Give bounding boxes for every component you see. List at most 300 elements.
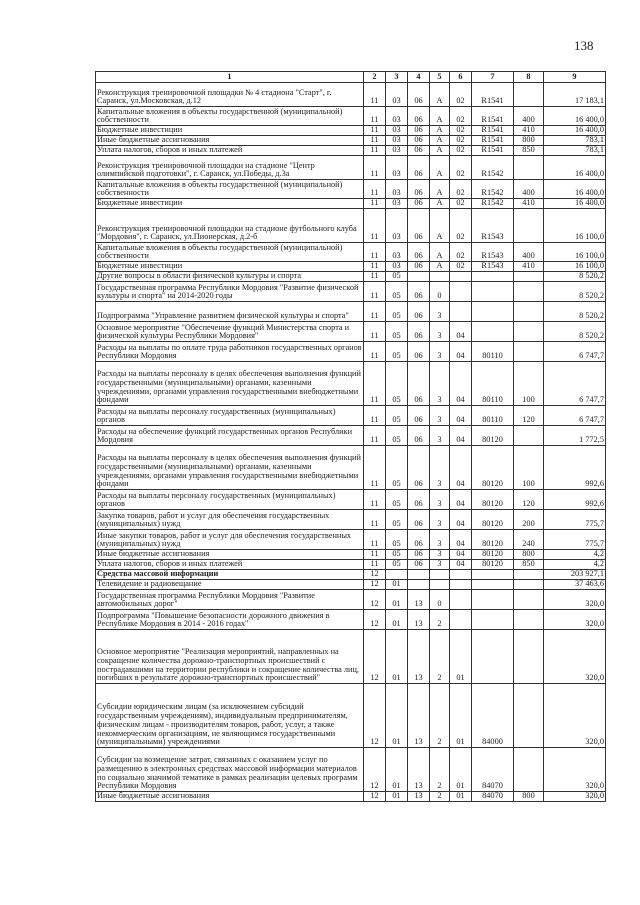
col-amount: 783,1 [544,136,606,146]
col-event: 04 [450,530,472,550]
col-expense-code: 84070 [472,748,514,792]
col-expense-code: R1541 [472,83,514,107]
row-description: Субсидии юридическим лицам (за исключением субсидий государственным учреждениям), индивидуальным предпринимателям, физическим лицам - производителям товаров, работ, услуг, а также некоммерческим организациям, не являющимся государственными (муниципальными) учреждениями [96,684,364,748]
col-subprogram: А [430,136,450,146]
col-subprogram: 2 [430,610,450,630]
row-description: Расходы на выплаты персоналу государственных (муниципальных) органов [96,490,364,510]
col-subsection: 05 [386,362,408,406]
table-row [96,107,606,126]
col-subsection: 03 [386,180,408,199]
row-description: Расходы на обеспечение функций государственных органов Республики Мордовия [96,426,364,446]
col-amount: 8 520,2 [544,272,606,282]
col-event: 04 [450,362,472,406]
col-amount: 775,7 [544,530,606,550]
col-subsection: 03 [386,199,408,209]
col-expense-code: 80120 [472,560,514,570]
col-amount: 775,7 [544,510,606,530]
col-section: 11 [364,180,386,199]
col-section: 11 [364,550,386,560]
col-expense-type: 800 [514,136,544,146]
col-expense-type: 800 [514,792,544,802]
col-subsection: 05 [386,342,408,362]
col-subsection: 01 [386,748,408,792]
col-expense-code [472,580,514,590]
table-row [96,530,606,550]
col-program: 13 [408,610,430,630]
col-amount: 320,0 [544,610,606,630]
col-section: 12 [364,590,386,610]
col-amount: 992,6 [544,490,606,510]
col-program [408,272,430,282]
col-expense-code [472,302,514,322]
col-subprogram: А [430,199,450,209]
table-row [96,302,606,322]
col-section: 11 [364,146,386,156]
table-row [96,570,606,580]
col-event: 04 [450,406,472,426]
col-expense-code [472,272,514,282]
col-expense-code: R1542 [472,199,514,209]
col-amount: 8 520,2 [544,322,606,342]
row-description: Основное мероприятие "Обеспечение функций Министерства спорта и физической культуры Республики Мордовия" [96,322,364,342]
col-subprogram [430,570,450,580]
table-row [96,748,606,792]
table-row [96,83,606,107]
column-header: 5 [430,72,450,83]
col-subprogram: 0 [430,590,450,610]
col-subprogram: 0 [430,282,450,302]
table-row [96,560,606,570]
col-event: 02 [450,209,472,243]
table-row [96,136,606,146]
col-expense-type [514,590,544,610]
col-section: 12 [364,580,386,590]
col-amount: 6 747,7 [544,406,606,426]
col-subsection: 01 [386,684,408,748]
col-program: 13 [408,630,430,684]
row-description: Реконструкция тренировочной площадки на стадионе футбольного клуба "Мордовия", г. Саранск, ул.Пионерская, д.2-б [96,209,364,243]
row-description: Телевидение и радиовещание [96,580,364,590]
col-program: 06 [408,199,430,209]
row-description: Реконструкция тренировочной площадки № 4 стадиона "Старт", г. Саранск, ул.Московская, д.12 [96,83,364,107]
col-expense-code: R1541 [472,107,514,126]
col-subsection: 01 [386,630,408,684]
col-event: 04 [450,560,472,570]
col-expense-code: 80120 [472,446,514,490]
table-row [96,630,606,684]
table-row [96,126,606,136]
col-expense-code: R1541 [472,136,514,146]
col-section: 11 [364,426,386,446]
col-subsection: 05 [386,282,408,302]
col-event: 02 [450,243,472,262]
col-amount: 320,0 [544,684,606,748]
col-event: 02 [450,180,472,199]
col-expense-code [472,322,514,342]
col-amount: 992,6 [544,446,606,490]
col-event: 04 [450,550,472,560]
col-subprogram: А [430,107,450,126]
col-expense-type [514,580,544,590]
col-subprogram: А [430,262,450,272]
col-expense-code [472,590,514,610]
col-amount: 320,0 [544,792,606,802]
col-subsection: 05 [386,426,408,446]
row-description: Основное мероприятие "Реализация мероприятий, направленных на сокращение количества дорожно-транспортных происшествий с пострадавшими на территории республики и сокращение количества лиц, погибших в результате дорожно-транспортных происшествий" [96,630,364,684]
col-program [408,580,430,590]
col-section: 11 [364,406,386,426]
col-subprogram: 3 [430,426,450,446]
col-program: 06 [408,490,430,510]
table-row [96,322,606,342]
col-expense-code: 84000 [472,684,514,748]
col-subprogram: 2 [430,792,450,802]
col-expense-type: 200 [514,510,544,530]
col-program: 06 [408,126,430,136]
row-description: Капитальные вложения в объекты государственной (муниципальной) собственности [96,243,364,262]
col-subsection: 03 [386,243,408,262]
col-program: 13 [408,684,430,748]
col-subprogram: 2 [430,684,450,748]
col-section: 11 [364,272,386,282]
col-event [450,580,472,590]
col-expense-code: 80120 [472,426,514,446]
col-amount: 783,1 [544,146,606,156]
col-event: 02 [450,83,472,107]
col-section: 12 [364,570,386,580]
col-subprogram [430,272,450,282]
col-expense-code [472,610,514,630]
column-header: 9 [544,72,606,83]
col-amount: 8 520,2 [544,282,606,302]
col-subsection: 05 [386,550,408,560]
col-subprogram: 3 [430,302,450,322]
col-expense-type: 120 [514,406,544,426]
table-row [96,446,606,490]
col-amount: 1 772,5 [544,426,606,446]
table-row [96,262,606,272]
col-expense-code: R1541 [472,126,514,136]
col-event [450,282,472,302]
table-row [96,282,606,302]
col-program: 06 [408,156,430,180]
col-amount: 6 747,7 [544,362,606,406]
table-row [96,792,606,802]
col-event: 02 [450,199,472,209]
col-subsection: 01 [386,590,408,610]
col-subsection: 05 [386,302,408,322]
col-subsection: 05 [386,560,408,570]
col-program: 06 [408,426,430,446]
row-description: Расходы на выплаты по оплате труда работников государственных органов Республики Мордовия [97,342,362,361]
col-program: 06 [408,530,430,550]
table-header-row [96,72,606,83]
col-section: 11 [364,83,386,107]
col-program: 06 [408,446,430,490]
col-expense-type [514,302,544,322]
col-subsection: 03 [386,156,408,180]
col-expense-code: 80110 [472,362,514,406]
col-amount: 16 400,0 [544,180,606,199]
col-subsection: 01 [386,792,408,802]
col-expense-code: R1543 [472,209,514,243]
col-section: 11 [364,107,386,126]
col-section: 11 [364,446,386,490]
col-event [450,610,472,630]
table-row [96,146,606,156]
column-header: 7 [472,72,514,83]
col-program: 06 [408,550,430,560]
col-subprogram: 3 [430,342,450,362]
col-amount: 320,0 [544,630,606,684]
col-expense-type [514,342,544,362]
column-header: 4 [408,72,430,83]
col-event [450,302,472,322]
col-subsection: 05 [386,510,408,530]
col-section: 11 [364,560,386,570]
col-subprogram: 3 [430,446,450,490]
col-subsection: 03 [386,146,408,156]
column-header: 8 [514,72,544,83]
col-subprogram: А [430,243,450,262]
col-program: 06 [408,362,430,406]
table-row [96,490,606,510]
col-expense-code: R1543 [472,262,514,272]
col-expense-code [472,570,514,580]
col-subsection: 01 [386,610,408,630]
col-event: 04 [450,342,472,362]
col-event: 04 [450,490,472,510]
col-amount: 203 927,1 [544,570,606,580]
col-amount: 320,0 [544,748,606,792]
row-description: Уплата налогов, сборов и иных платежей [96,146,364,156]
col-event: 04 [450,510,472,530]
col-expense-type [514,684,544,748]
col-expense-type: 410 [514,126,544,136]
row-description: Государственная программа Республики Мордовия "Развитие автомобильных дорог" [96,590,364,610]
col-expense-type [514,630,544,684]
col-expense-type [514,322,544,342]
col-expense-type [514,282,544,302]
table-row [96,406,606,426]
col-subsection: 03 [386,126,408,136]
col-program: 13 [408,748,430,792]
col-section: 12 [364,630,386,684]
col-subprogram: А [430,156,450,180]
col-event: 04 [450,426,472,446]
col-expense-code [472,282,514,302]
col-subprogram: 3 [430,530,450,550]
col-expense-type [514,748,544,792]
col-program: 06 [408,107,430,126]
col-subsection: 01 [386,580,408,590]
col-subsection: 05 [386,446,408,490]
row-description: Закупка товаров, работ и услуг для обеспечения государственных (муниципальных) нужд [96,510,364,530]
col-subprogram: 3 [430,490,450,510]
col-program: 06 [408,243,430,262]
col-section: 11 [364,262,386,272]
col-expense-type [514,272,544,282]
col-event: 01 [450,630,472,684]
row-description: Расходы на выплаты персоналу государственных (муниципальных) органов [96,406,364,426]
col-expense-type: 400 [514,107,544,126]
row-description: Бюджетные инвестиции [96,126,364,136]
col-event: 02 [450,156,472,180]
col-expense-type: 100 [514,362,544,406]
column-header: 1 [96,72,364,83]
row-description: Иные закупки товаров, работ и услуг для обеспечения государственных (муниципальных) нужд [96,530,364,550]
col-program: 06 [408,322,430,342]
table-row [96,362,606,406]
col-expense-code [472,630,514,684]
col-expense-type: 400 [514,243,544,262]
col-expense-type: 100 [514,446,544,490]
col-expense-type: 400 [514,180,544,199]
col-expense-type [514,209,544,243]
row-description: Капитальные вложения в объекты государственной (муниципальной) собственности [96,180,364,199]
row-description: Государственная программа Республики Мордовия "Развитие физической культуры и спорта" на 2014-2020 годы [96,282,364,302]
col-subprogram: А [430,209,450,243]
col-event: 02 [450,262,472,272]
col-expense-type: 410 [514,199,544,209]
col-program: 06 [408,342,430,362]
col-expense-code: 84070 [472,792,514,802]
col-subprogram: 3 [430,322,450,342]
col-event [450,590,472,610]
col-section: 11 [364,510,386,530]
col-amount: 6 747,7 [544,342,606,362]
col-expense-code: 80110 [472,406,514,426]
row-description: Иные бюджетные ассигнования [96,792,364,802]
col-subprogram: 3 [430,510,450,530]
col-expense-code: 80120 [472,510,514,530]
col-subsection: 03 [386,262,408,272]
col-subprogram: 3 [430,362,450,406]
col-section: 11 [364,209,386,243]
table-row [96,243,606,262]
table-row [96,199,606,209]
col-amount: 4,2 [544,560,606,570]
col-event: 04 [450,322,472,342]
col-program: 06 [408,560,430,570]
col-amount: 4,2 [544,550,606,560]
col-section: 11 [364,362,386,406]
col-subprogram: А [430,180,450,199]
table-row [96,426,606,446]
col-subsection: 03 [386,83,408,107]
col-amount: 16 100,0 [544,243,606,262]
col-amount: 16 100,0 [544,262,606,272]
col-expense-code: R1542 [472,180,514,199]
col-event: 02 [450,136,472,146]
col-subsection: 03 [386,209,408,243]
row-description: Подпрограмма "Управление развитием физической культуры и спорта" [96,302,364,322]
table-row [96,209,606,243]
table-row [96,610,606,630]
col-event: 02 [450,126,472,136]
col-program: 06 [408,510,430,530]
col-program [408,570,430,580]
row-description: Уплата налогов, сборов и иных платежей [96,560,364,570]
col-program: 06 [408,209,430,243]
col-amount: 16 100,0 [544,209,606,243]
col-expense-code: R1543 [472,243,514,262]
col-event: 01 [450,684,472,748]
table-row [96,580,606,590]
col-program: 13 [408,590,430,610]
col-expense-type: 120 [514,490,544,510]
col-section: 12 [364,684,386,748]
col-section: 11 [364,530,386,550]
col-section: 12 [364,610,386,630]
col-subsection: 05 [386,406,408,426]
budget-table [95,71,606,802]
row-description: Средства массовой информации [96,570,364,580]
col-amount: 320,0 [544,590,606,610]
col-expense-type: 850 [514,146,544,156]
col-program: 06 [408,302,430,322]
col-expense-type [514,83,544,107]
col-expense-type [514,570,544,580]
col-program: 06 [408,406,430,426]
col-section: 11 [364,156,386,180]
col-expense-type: 850 [514,560,544,570]
table-row [96,590,606,610]
col-section: 11 [364,490,386,510]
col-event [450,570,472,580]
col-subsection: 03 [386,107,408,126]
col-subsection: 05 [386,530,408,550]
col-expense-code: 80120 [472,490,514,510]
table-row [96,272,606,282]
row-description: Другие вопросы в области физической культуры и спорта [96,272,364,282]
table-row [96,180,606,199]
col-subprogram: 2 [430,748,450,792]
col-subsection: 05 [386,490,408,510]
row-description: Расходы на выплаты персоналу в целях обеспечения выполнения функций государственными (муниципальными) органами, казенными учреждениями, органами управления государственными внебюджетными фондами [96,446,364,490]
col-amount: 37 463,6 [544,580,606,590]
row-description: Расходы на выплаты персоналу в целях обеспечения выполнения функций государственными (муниципальными) органами, казенными учреждениями, органами управления государственными внебюджетными фондами [96,362,364,406]
col-section: 11 [364,243,386,262]
col-section: 11 [364,126,386,136]
col-program: 06 [408,83,430,107]
col-expense-type [514,610,544,630]
col-section: 11 [364,302,386,322]
col-amount: 16 400,0 [544,126,606,136]
col-program: 06 [408,146,430,156]
col-event: 02 [450,146,472,156]
col-program: 06 [408,180,430,199]
col-amount: 17 183,1 [544,83,606,107]
col-expense-type [514,426,544,446]
col-program: 13 [408,792,430,802]
col-expense-code: R1541 [472,146,514,156]
col-section: 11 [364,282,386,302]
col-subprogram: А [430,146,450,156]
col-expense-type: 240 [514,530,544,550]
table-row [96,510,606,530]
col-event: 04 [450,446,472,490]
col-expense-type: 410 [514,262,544,272]
col-event: 01 [450,748,472,792]
col-expense-code: 80120 [472,550,514,560]
col-section: 12 [364,748,386,792]
col-expense-type [514,156,544,180]
col-section: 11 [364,342,386,362]
page-number: 138 [574,38,594,53]
row-description: Бюджетные инвестиции [96,199,364,209]
column-header: 2 [364,72,386,83]
